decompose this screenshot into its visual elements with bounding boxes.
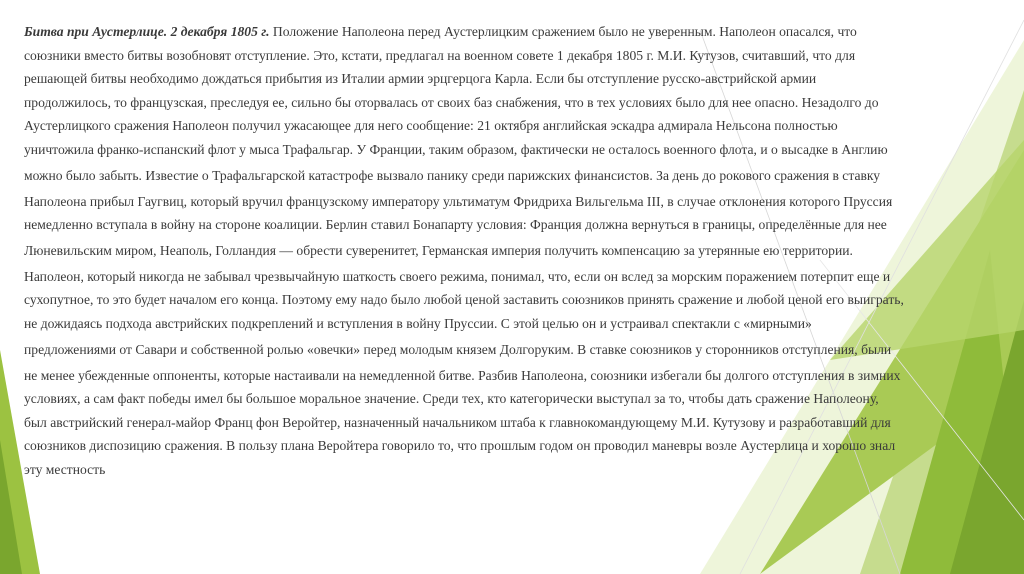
heading-italic: Битва при Аустерлице. 2 декабря 1805 г. bbox=[24, 24, 270, 39]
text-line: условиях, а сам факт победы имел бы большое моральное значение. Среди тех, кто категорически выступал за то, чтобы дать сражение Наполеону, bbox=[24, 391, 879, 407]
text-line: Аустерлицкого сражения Наполеон получил ужасающее для него сообщение: 21 октября английская эскадра адмирала Нельсона полностью bbox=[24, 118, 838, 134]
text-line: был австрийский генерал-майор Франц фон Веройтер, назначенный начальником штаба к главнокомандующему М.И. Кутузову и разработавший для bbox=[24, 414, 891, 430]
text-line: уничтожила франко-испанский флот у мыса Трафальгар. У Франции, таким образом, фактически не осталось военного флота, и о высадке в Англию bbox=[24, 141, 888, 157]
text-line: Наполеона прибыл Гаугвиц, который вручил французскому императору ультиматум Фридриха Вильгельма III, в случае отклонения которого Пруссия bbox=[24, 193, 893, 209]
text-line: Наполеон, который никогда не забывал чрезвычайную шаткость своего режима, понимал, что, если он вслед за морским поражением потерпит еще и bbox=[24, 268, 891, 284]
text-line: Люневильским миром, Неаполь, Голландия — обрести суверенитет, Германская империя получить компенсацию за утерянные ею территории. bbox=[24, 242, 853, 258]
text-line: сухопутное, то это будет началом его конца. Поэтому ему надо было любой ценой заставить союзников принять сражение и любой ценой его выиграть, bbox=[24, 292, 904, 308]
text-line bbox=[24, 20, 1000, 44]
text-line: союзники вместо битвы возобновят отступление. Это, кстати, предлагал на военном совете 1 декабря 1805 г. М.И. Кутузов, считавший, что для bbox=[24, 47, 856, 63]
text-line: предложениями от Савари и собственной ролью «овечки» перед молодым князем Долгоруким. В ставке союзников у сторонников отступления, были bbox=[24, 341, 892, 357]
text-line: немедленно вступала в войну на стороне коалиции. Берлин ставил Бонапарту условия: Франция должна вернуться в границы, определённые для нее bbox=[24, 217, 887, 233]
body-text bbox=[24, 20, 1000, 482]
text-line: можно было забыть. Известие о Трафальгарской катастрофе вызвало панику среди парижских финансистов. За день до рокового сражения в ставку bbox=[24, 167, 881, 183]
text-line: не менее убежденные оппоненты, которые настаивали на немедленной битве. Разбив Наполеона, союзники избегали бы долгого отступления в зимних bbox=[24, 367, 901, 383]
text-line: продолжилось, то французская, преследуя ее, сильно бы оторвалась от своих баз снабжения, что в тех условиях было для нее опасно. Незадолго до bbox=[24, 94, 879, 110]
text-line: решающей битвы необходимо дождаться прибытия из Италии армии эрцгерцога Карла. Если бы отступление русско-австрийской армии bbox=[24, 71, 817, 87]
text-run: Положение Наполеона перед Аустерлицким сражением было не уверенным. Наполеон опасался, что bbox=[269, 24, 857, 39]
text-line: эту местность bbox=[24, 461, 106, 477]
text-line: не дожидаясь подхода австрийских подкреплений и вступления в войну Пруссии. С этой целью он и устраивал спектакли с «мирными» bbox=[24, 315, 812, 331]
text-line: союзников диспозицию сражения. В пользу плана Веройтера говорило то, что прошлым годом он проводил маневры возле Аустерлица и хорошо знал bbox=[24, 438, 896, 454]
